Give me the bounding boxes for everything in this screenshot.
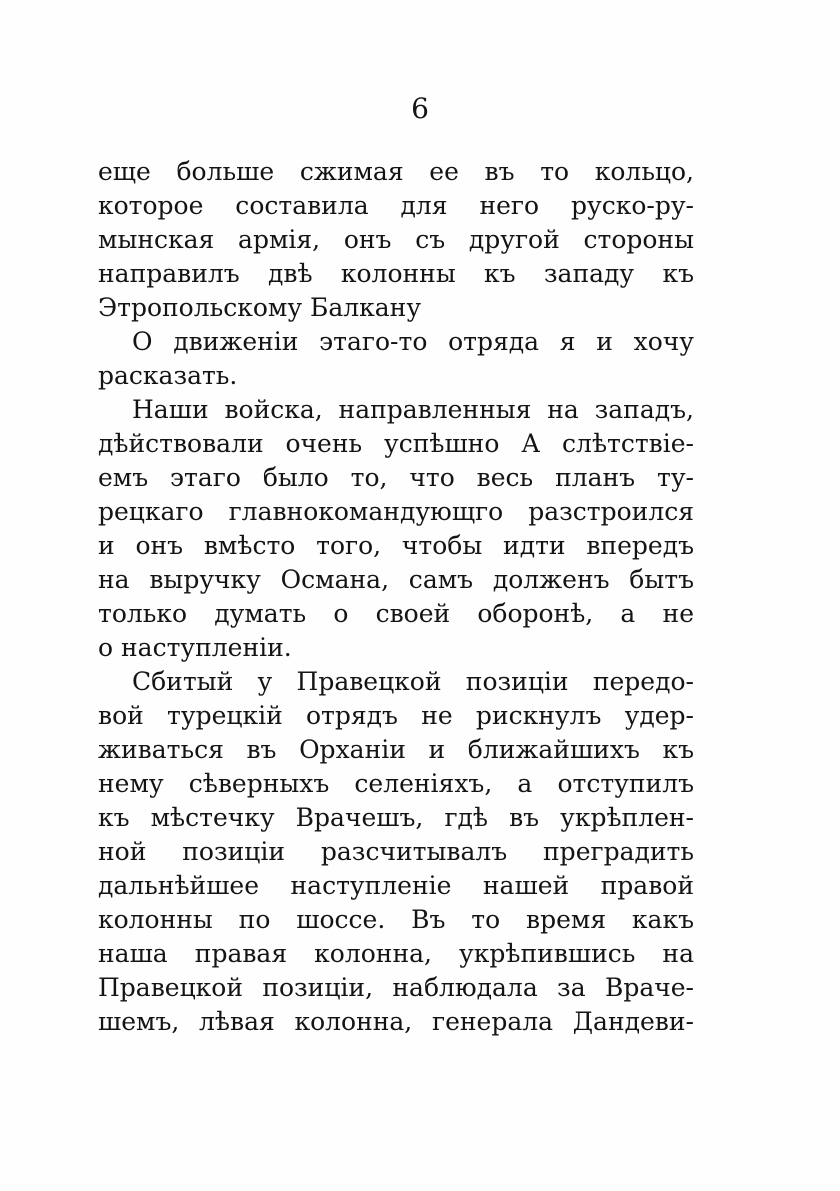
text-line: которое составила для него руско-ру- [98,191,694,220]
text-line: еще больше сжимая ее въ то кольцо, [98,157,694,186]
text-line: наша правая колонна, укрѣпившись на [98,939,694,968]
text-line: рецкаго главнокомандующго разстроился [98,497,694,526]
text-line: на выручку Османа, самъ долженъ бытъ [98,565,694,594]
text-line: къ мѣстечку Врачешъ, гдѣ въ укрѣплен- [98,803,694,832]
text-line: нему сѣверныхъ селеніяхъ, а отступилъ [98,769,694,798]
text-line: направилъ двѣ колонны къ западу къ [98,259,694,288]
text-line: только думать о своей оборонѣ, а не [98,599,694,628]
paragraph-start-line: Наши войска, направленныя на западъ, [132,395,694,424]
paragraph-start-line: Сбитый у Правецкой позиціи передо- [132,667,694,696]
text-line: Этропольскому Балкану [98,293,422,322]
text-line: мынская армія, онъ съ другой стороны [98,225,694,254]
text-line: дальнѣйшее наступленіе нашей правой [98,871,694,900]
body-text [98,155,694,1039]
text-line: расказать. [98,361,238,390]
paragraph-start-line: О движеніи этаго-то отряда я и хочу [132,327,694,356]
text-line: дѣйствовали очень успѣшно А слѣтствіе- [98,429,694,458]
text-line: о наступленіи. [98,633,292,662]
text-line: живаться въ Орханіи и ближайшихъ къ [98,735,694,764]
text-line: Правецкой позиціи, наблюдала за Враче- [98,973,694,1002]
text-line: вой турецкій отрядъ не рискнулъ удер- [98,701,694,730]
text-line: и онъ вмѣсто того, чтобы идти впередъ [98,531,694,560]
text-line: колонны по шоссе. Въ то время какъ [98,905,694,934]
text-line: ной позиціи разсчитывалъ преградить [98,837,694,866]
page-number: 6 [411,92,429,125]
text-line: емъ этаго было то, что весь планъ ту- [98,463,694,492]
text-line: шемъ, лѣвая колонна, генерала Дандеви- [98,1007,694,1036]
